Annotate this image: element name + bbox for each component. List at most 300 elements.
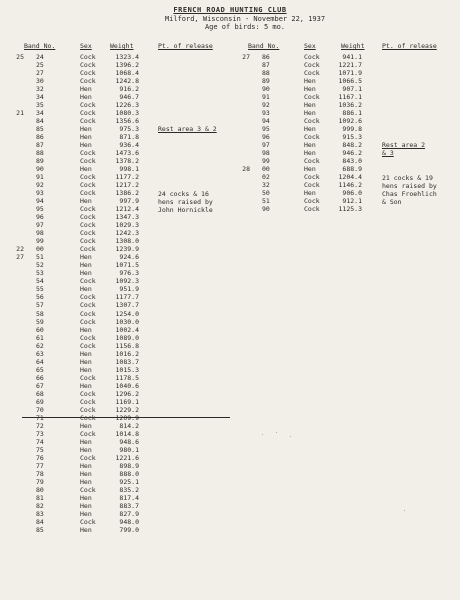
sex-value: Cock [80,237,96,246]
band-prefix: 21 [16,109,24,118]
sex-value: Cock [80,333,96,342]
band-number: 35 [36,101,44,110]
sex-value: Cock [80,109,96,118]
release-area-text: Rest area 2 [382,141,426,149]
band-number: 90 [262,205,270,214]
paper-speck [276,432,277,433]
weight-value: 1204.4 [338,173,362,182]
note-line: 24 cocks & 16 [158,190,209,198]
sex-value: Cock [80,229,96,238]
weight-value: 1323.4 [115,53,139,61]
weight-value: 916.2 [119,85,139,94]
table-row [0,277,230,285]
band-number: 95 [262,125,270,134]
weight-value: 1217.2 [115,181,139,190]
sex-value: Cock [304,181,320,190]
weight-value: 871.8 [119,133,139,142]
weight-value: 1036.2 [338,101,362,110]
sex-value: Hen [80,469,92,478]
sex-value: Hen [304,101,316,110]
weight-value: 898.9 [119,461,139,470]
band-number: 00 [36,245,44,254]
weight-value: 835.2 [119,485,139,494]
sex-value: Cock [80,205,96,214]
table-row [0,125,460,133]
note-line: hens raised by [158,198,213,206]
band-number: 69 [36,397,44,406]
table-row [0,85,460,93]
paper-speck [290,436,291,437]
band-number: 92 [262,101,270,110]
band-number: 00 [262,165,270,174]
band-number: 95 [36,205,44,214]
weight-value: 1226.3 [115,101,139,110]
right-release-area-note [382,141,425,157]
weight-value: 1209.9 [115,413,139,422]
sex-value: Hen [304,109,316,118]
sex-value: Cock [80,117,96,126]
weight-value: 1254.0 [115,309,139,318]
sex-value: Cock [304,197,320,206]
band-number: 96 [262,133,270,142]
sex-value: Hen [80,133,92,142]
band-number: 30 [36,77,44,86]
band-number: 80 [36,485,44,494]
band-number: 32 [36,85,44,94]
band-prefix: 27 [16,253,24,262]
sex-value: Hen [80,477,92,486]
weight-value: 1092.6 [338,117,362,126]
weight-value: 915.3 [342,133,362,142]
weight-value: 1396.2 [115,61,139,70]
band-number: 90 [262,85,270,94]
weight-value: 1029.3 [115,221,139,230]
band-number: 85 [36,125,44,134]
band-number: 59 [36,317,44,326]
note-line: John Hornickle [158,206,213,214]
weight-value: 1177.2 [115,173,139,182]
table-row [0,494,230,502]
band-number: 54 [36,277,44,286]
sex-value: Hen [304,77,316,86]
table-row [0,285,230,293]
weight-value: 948.0 [119,517,139,526]
sex-value: Cock [304,173,320,182]
band-number: 61 [36,333,44,342]
band-number: 99 [36,237,44,246]
table-row [0,229,230,237]
weight-value: 817.4 [119,493,139,502]
sex-value: Cock [80,157,96,166]
sex-value: Cock [80,309,96,318]
sex-value: Cock [304,53,320,61]
sex-value: Cock [80,301,96,310]
sex-value: Cock [80,53,96,61]
table-row [0,350,230,358]
weight-value: 1016.2 [115,349,139,358]
table-row [0,157,460,165]
weight-value: 1239.9 [115,245,139,254]
table-row [0,318,230,326]
table-row [0,478,230,486]
sex-value: Cock [304,157,320,166]
table-row [0,133,460,141]
table-row [0,438,230,446]
weight-value: 998.1 [119,165,139,174]
band-number: 96 [36,213,44,222]
table-row [0,374,230,382]
weight-value: 1002.4 [115,325,139,334]
weight-value: 936.4 [119,141,139,150]
band-number: 87 [262,61,270,70]
weight-value: 1146.2 [338,181,362,190]
band-number: 82 [36,501,44,510]
band-number: 92 [36,181,44,190]
band-number: 71 [36,413,44,422]
left-group-note [158,190,213,214]
weight-value: 1221.6 [115,453,139,462]
band-number-heading: Band No. [248,42,280,50]
sex-value: Hen [80,141,92,150]
release-area-text: & 3 [382,149,394,157]
sex-value: Cock [304,133,320,142]
band-number: 55 [36,285,44,294]
sex-value: Cock [304,93,320,102]
table-row [0,269,230,277]
weight-value: 1169.1 [115,397,139,406]
release-area-text: Rest area 3 & 2 [158,125,217,133]
sex-value: Cock [80,389,96,398]
table-row [0,205,460,213]
table-row [0,253,230,261]
weight-value: 924.6 [119,253,139,262]
sex-heading: Sex [80,42,92,50]
sex-value: Cock [80,397,96,406]
band-number: 93 [36,189,44,198]
table-row [0,93,460,101]
weight-value: 1125.3 [338,205,362,214]
band-number: 88 [262,69,270,78]
table-row [0,261,230,269]
band-number: 84 [36,117,44,126]
table-row [0,334,230,342]
sex-value: Hen [80,93,92,102]
sex-value: Cock [304,69,320,78]
band-number: 73 [36,429,44,438]
release-point-heading: Pt. of release [158,42,213,50]
band-number: 87 [36,141,44,150]
weight-value: 1089.0 [115,333,139,342]
table-row [0,165,460,173]
weight-value: 1242.8 [115,77,139,86]
band-number: 50 [262,189,270,198]
sex-value: Cock [80,405,96,414]
weight-value: 1066.5 [338,77,362,86]
table-row [0,61,460,69]
band-number: 34 [36,93,44,102]
sex-value: Hen [80,365,92,374]
band-number: 77 [36,461,44,470]
sex-value: Cock [304,117,320,126]
sex-value: Hen [80,421,92,430]
weight-value: 1071.5 [115,261,139,270]
band-number: 24 [36,53,44,61]
weight-value: 1092.3 [115,277,139,286]
band-number: 75 [36,445,44,454]
weight-value: 688.9 [342,165,362,174]
band-prefix: 28 [242,165,250,174]
sex-value: Cock [80,189,96,198]
table-row [0,310,230,318]
weight-value: 1347.3 [115,213,139,222]
band-number: 89 [262,77,270,86]
weight-value: 814.2 [119,421,139,430]
right-group-note [382,174,437,206]
table-row [0,526,230,534]
weight-heading: Weight [110,42,134,50]
weight-value: 976.3 [119,269,139,278]
band-number: 93 [262,109,270,118]
sex-value: Hen [80,461,92,470]
sex-value: Cock [80,373,96,382]
band-number: 67 [36,381,44,390]
band-number: 94 [262,117,270,126]
table-row [0,366,230,374]
sex-value: Hen [80,437,92,446]
paper-speck [404,510,405,511]
sex-value: Hen [80,525,92,534]
left-release-area-note [158,125,217,133]
sex-value: Cock [304,205,320,214]
band-number: 60 [36,325,44,334]
table-row [0,518,230,526]
band-number: 34 [36,109,44,118]
table-row [0,390,230,398]
sex-value: Hen [304,149,316,158]
band-number: 64 [36,357,44,366]
sex-value: Hen [304,125,316,134]
band-number: 76 [36,453,44,462]
band-number: 66 [36,373,44,382]
band-number: 62 [36,341,44,350]
weight-value: 827.9 [119,509,139,518]
band-number: 63 [36,349,44,358]
sex-value: Cock [80,149,96,158]
table-row [0,462,230,470]
weight-value: 1296.2 [115,389,139,398]
weight-value: 912.1 [342,197,362,206]
table-row [0,406,230,414]
band-number: 51 [262,197,270,206]
sex-value: Hen [80,253,92,262]
sex-value: Cock [80,517,96,526]
table-row [0,470,230,478]
sex-value: Cock [80,277,96,286]
sex-value: Hen [80,269,92,278]
sex-value: Cock [80,173,96,182]
weight-value: 1386.2 [115,189,139,198]
band-number: 32 [262,181,270,190]
weight-value: 980.1 [119,445,139,454]
band-number: 94 [36,197,44,206]
table-row [0,117,460,125]
band-number: 81 [36,493,44,502]
band-number: 72 [36,421,44,430]
band-number: 98 [262,149,270,158]
note-line: 21 cocks & 19 [382,174,433,182]
band-number: 27 [36,69,44,78]
band-number: 86 [36,133,44,142]
weight-value: 997.9 [119,197,139,206]
weight-value: 1242.3 [115,229,139,238]
band-number: 85 [36,525,44,534]
sex-value: Cock [80,413,96,422]
band-number: 70 [36,405,44,414]
weight-value: 1177.7 [115,293,139,302]
table-row [0,326,230,334]
band-number-heading: Band No. [24,42,56,50]
note-line: Chas Froehlich [382,190,437,198]
sex-value: Cock [80,245,96,254]
weight-value: 906.0 [342,189,362,198]
table-row [0,502,230,510]
weight-value: 1014.8 [115,429,139,438]
weight-value: 925.1 [119,477,139,486]
band-number: 78 [36,469,44,478]
table-row [0,77,460,85]
band-number: 68 [36,389,44,398]
sex-value: Hen [80,125,92,134]
table-row [0,422,230,430]
sex-value: Hen [80,285,92,294]
table-row [0,301,230,309]
sex-value: Hen [80,197,92,206]
weight-value: 941.1 [342,53,362,61]
sex-value: Hen [80,349,92,358]
sex-value: Hen [80,165,92,174]
section-divider-line [22,417,230,418]
weight-value: 907.1 [342,85,362,94]
band-number: 56 [36,293,44,302]
band-number: 89 [36,157,44,166]
sex-value: Hen [80,493,92,502]
sex-value: Cock [80,429,96,438]
weight-value: 799.0 [119,525,139,534]
band-prefix: 22 [16,245,24,254]
sex-value: Hen [80,509,92,518]
sex-value: Cock [80,453,96,462]
weight-value: 1212.4 [115,205,139,214]
sex-value: Hen [80,501,92,510]
band-number: 02 [262,173,270,182]
sex-value: Hen [80,325,92,334]
sex-value: Cock [80,485,96,494]
sex-value: Hen [304,85,316,94]
band-number: 74 [36,437,44,446]
band-number: 83 [36,509,44,518]
weight-value: 848.2 [342,141,362,150]
sex-value: Cock [80,181,96,190]
table-row [0,213,230,221]
band-prefix: 25 [16,53,24,61]
sex-value: Cock [80,213,96,222]
weight-value: 1473.6 [115,149,139,158]
band-number: 84 [36,517,44,526]
weight-value: 946.2 [342,149,362,158]
weight-value: 1356.6 [115,117,139,126]
sex-value: Cock [80,101,96,110]
table-row [0,109,460,117]
table-row [0,454,230,462]
table-row [0,430,230,438]
table-row [0,486,230,494]
band-number: 97 [36,221,44,230]
weight-value: 1221.7 [338,61,362,70]
weight-value: 1083.7 [115,357,139,366]
table-row [0,293,230,301]
weight-value: 999.8 [342,125,362,134]
weight-value: 1040.6 [115,381,139,390]
weight-value: 1307.7 [115,301,139,310]
paper-speck [262,434,263,435]
band-number: 90 [36,165,44,174]
weight-value: 1080.3 [115,109,139,118]
sex-value: Cock [80,61,96,70]
weight-value: 1015.3 [115,365,139,374]
sex-value: Cock [80,317,96,326]
weight-value: 888.0 [119,469,139,478]
table-row [0,342,230,350]
band-number: 88 [36,149,44,158]
band-number: 99 [262,157,270,166]
sex-value: Hen [304,189,316,198]
sex-value: Cock [304,61,320,70]
weight-value: 1030.0 [115,317,139,326]
table-row [0,446,230,454]
table-row [0,358,230,366]
weight-value: 843.0 [342,157,362,166]
weight-value: 948.6 [119,437,139,446]
weight-value: 1308.0 [115,237,139,246]
sex-value: Hen [304,165,316,174]
table-row [0,221,230,229]
table-row [0,510,230,518]
table-row [0,237,230,245]
sex-value: Cock [80,221,96,230]
table-row [0,69,460,77]
sex-value: Hen [80,381,92,390]
weight-value: 1178.5 [115,373,139,382]
band-number: 51 [36,253,44,262]
band-number: 91 [36,173,44,182]
note-line: hens raised by [382,182,437,190]
band-prefix: 27 [242,53,250,61]
sex-value: Hen [304,141,316,150]
weight-value: 946.7 [119,93,139,102]
weight-value: 1378.2 [115,157,139,166]
band-number: 91 [262,93,270,102]
band-number: 57 [36,301,44,310]
sex-value: Cock [80,341,96,350]
sex-value: Hen [80,357,92,366]
sex-value: Hen [80,261,92,270]
release-point-heading: Pt. of release [382,42,437,50]
sex-heading: Sex [304,42,316,50]
location-date: Milford, Wisconsin - November 22, 1937 [164,14,326,23]
band-number: 65 [36,365,44,374]
weight-value: 975.3 [119,125,139,134]
weight-value: 886.1 [342,109,362,118]
